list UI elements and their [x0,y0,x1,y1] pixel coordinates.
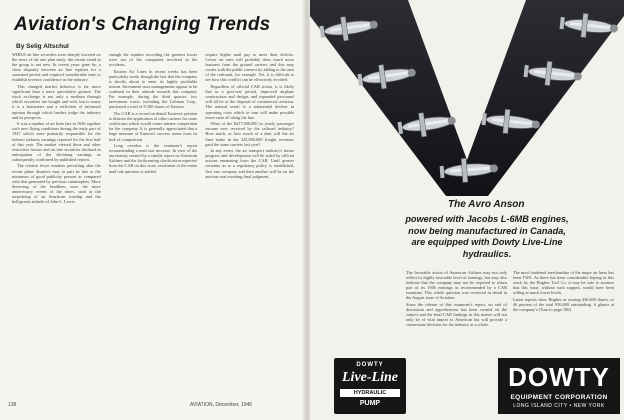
article-paragraph: The CAB is a record on denial Eastern's petition to dismiss the application of other carriers for route certificates which would create intense competition for the company. It is generally appreciated that a large measure of Eastern's success stems from its lack of competition. [108,111,198,142]
article-paragraph: WHILE air line securities were sharply lowered on the news of the rate plan study, this erratic trend in the group is not new. In recent years gone by, a close disparity between air line equities for a sustained period and required considerable time to establish investor confidence in the industry. [12,52,101,83]
article-column-2 [109,52,198,396]
article-column-1 [12,52,101,396]
article-paragraph: In any event, the air transport industry's future progress and development will be aided by official actions emanating from the CAB. Until greater certainty as to a regulatory policy is established, first one company and then another will be on the anxious seat awaiting final judgment. [205,148,294,179]
article-paragraph: Since the release of this examiner's report, no end of discussion and apprehension has been created on the subject and the final CAB findings in this matter will not only be of vital import to American but will provide a cornerstone decision for the industry as a whole. [406,302,507,328]
emblem-top-text: DOWTY [356,362,384,368]
ad-column-1 [406,270,507,390]
article-paragraph: enough the equities recording the greatest losses were not of the companies involved in the accidents. [108,52,198,68]
logo-location: LONG ISLAND CITY • NEW YORK [513,403,605,409]
article-column-3 [205,52,294,396]
ad-aircraft-name: The Avro Anson [448,199,525,210]
article-byline: By Selig Altschul [16,43,69,50]
live-line-pump-emblem [334,358,406,414]
article-headline: Aviation's Changing Trends [14,14,271,35]
magazine-folio: AVIATION, December, 1946 [190,402,253,408]
article-paragraph: This changed market behavior is far more significant than a mere speculative gesture. The stock exchange is not only a medium through which securities are bought and sold, but to many it is a barometer and a reflection of informed opinion through which leaders judge the industry and its prospects. [12,84,101,120]
article-page [0,0,304,420]
emblem-band-text: HYDRAULIC [340,389,400,397]
article-body [12,52,294,396]
dowty-logo [498,358,620,414]
logo-wordmark: DOWTY [508,362,610,392]
page-number: 138 [8,402,17,408]
logo-corporation: EQUIPMENT CORPORATION [510,394,608,401]
article-paragraph: require higher mail pay to meet their deficits. Lower air rates will probably draw much more business from the ground carriers and this may confer with the public interest by adding to the area of the railroads, for example. Yet, it is difficult to see how this conflict can be effectively avoided. [205,52,294,83]
emblem-bottom-text: PUMP [359,400,381,407]
emblem-script-text: Live-Line [342,370,398,385]
article-paragraph: Latest reports show Hughes as owning 436,600 shares, or 46 percent of the total 950,000 outstanding. A glance at the company's (Turn to page 186) [513,296,614,313]
ad-subtitle: powered with Jacobs L-6MB engines, now being manufactured in Canada, are equipped with Dowty Live-Line hydraulics. [405,214,569,259]
article-paragraph: The most hardened merchandise of the major air lines has been TWA. As there has been considerable buying in this stock by the Hughes Tool Co. it may be safe to surmise that this issue, without such support, would have been selling at much lower levels. [513,270,614,296]
aircraft-formation-illustration [310,0,624,200]
article-paragraph: What of the $417,000,000 in yearly passenger income now received by the railroad industry? How much, or how much of a dent will the air lines make in the 325,000,000 freight revenues paid the same carriers last year? [205,121,294,147]
article-paragraph: Regardless of official CAB action, it is likely that in a post-war period, improved airplane construction and design, and expanded personnel will all be at the disposal of commercial aviation. The natural result is a substantial decline in operating costs which in turn will make possible lower rates all along the line. [205,84,294,120]
article-paragraph: Long overdue is the examiner's report recommending a mail rate increase. In view of the uncertainty created by a similar report on American Airlines and the forthcoming clarification expected from the CAB on this issue, resolution of the entire mail rate question is settled. [108,143,198,174]
article-paragraph: Eastern Air Lines in recent weeks has been particularly weak, though the fact that the company is shortly about to enter its highly profitable season. Investment trust managements appear to be confused in their attitude towards this company. For example, during the third quarter, two investment trusts, including the Lehman Corp., purchased a total of 8,300 shares of Eastern. [108,68,198,110]
article-paragraph: It was a number of air lines late in 1946 together with new flying conditions during the early part of 1947 which were primarily responsible for the inferior industry earnings reported for the first half of this year. The market viewed these and other restrictive factors and air line securities declined in anticipation of the declining earnings as subsequently confirmed by published reports. [12,121,101,162]
article-paragraph: The relative fewer markets prevailing after the recent plane disasters may in part be due to the minimum of good publicity present as compared with that generated by previous catastrophes. More deserving of the headlines were the more unnecessary events of the times, such as the torpedoing of an American warship and the belligerent attitude of John L. Lewis. [12,163,101,205]
advertisement-page [310,0,624,420]
article-paragraph: The favorable action of American Airlines may not only reflect its highly favorable level of earnings, but may also indicate that the company may not be required to return part of its 1946 earnings as recommended by a CAB examiner. This whole question was reviewed in detail in the August issue of Aviation. [406,270,507,301]
